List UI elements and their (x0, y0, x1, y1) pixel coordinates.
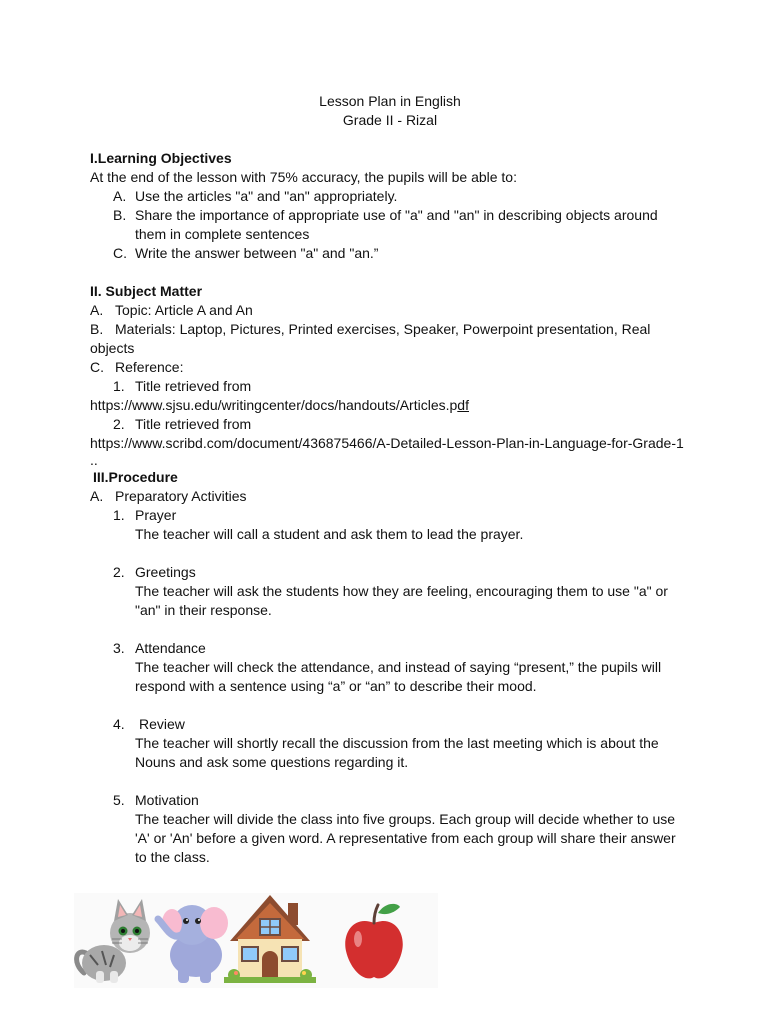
step-line: 'A' or 'An' before a given word. A representative from each group will share their answer (135, 830, 676, 846)
list-text: Write the answer between "a" and "an.” (135, 245, 379, 261)
motivation-pictures (74, 893, 438, 988)
list-item (90, 187, 690, 206)
step-item (90, 715, 690, 734)
document-subtitle: Grade II - Rizal (342, 112, 438, 128)
list-marker: C. (90, 359, 104, 375)
step-line: to the class. (135, 849, 210, 865)
list-item (90, 358, 690, 377)
subject-heading: II. Subject Matter (90, 283, 203, 299)
list-marker: 4. (113, 716, 125, 732)
step-line: "an" in their response. (135, 602, 272, 618)
reference-label: Title retrieved from (135, 416, 252, 432)
step-item (90, 506, 690, 525)
procedure-heading: III.Procedure (93, 469, 178, 485)
step-title: Greetings (135, 564, 196, 580)
objectives-heading: I.Learning Objectives (90, 150, 232, 166)
step-title: Motivation (135, 792, 199, 808)
step-line: The teacher will call a student and ask them to lead the prayer. (135, 526, 524, 542)
reference-url[interactable] (90, 434, 690, 453)
list-text-continued: them in complete sentences (135, 226, 310, 242)
list-marker: 3. (113, 640, 125, 656)
step-item (90, 563, 690, 582)
lesson-plan-document (90, 92, 690, 867)
list-text: Share the importance of appropriate use of "a" and "an" in describing objects around (135, 207, 658, 223)
list-marker: 2. (113, 564, 125, 580)
list-marker: 5. (113, 792, 125, 808)
list-marker: A. (90, 302, 104, 318)
step-line: The teacher will ask the students how they are feeling, encouraging them to use "a" or (135, 583, 668, 599)
step-line: respond with a sentence using “a” or “an” to describe their mood. (135, 678, 537, 694)
materials-text: Materials: Laptop, Pictures, Printed exercises, Speaker, Powerpoint presentation, Real (115, 321, 651, 337)
reference-text: Reference: (115, 359, 184, 375)
reference-label: Title retrieved from (135, 378, 252, 394)
objectives-intro: At the end of the lesson with 75% accuracy, the pupils will be able to: (90, 169, 517, 185)
list-marker: 2. (113, 416, 125, 432)
list-item (90, 244, 690, 263)
document-title: Lesson Plan in English (319, 93, 461, 109)
step-line: The teacher will divide the class into five groups. Each group will decide whether to use (135, 811, 676, 827)
list-item (90, 377, 690, 396)
list-marker: B. (90, 321, 104, 337)
list-text: Use the articles "a" and "an" appropriately. (135, 188, 398, 204)
list-marker: A. (113, 188, 127, 204)
materials-text-continued: objects (90, 340, 135, 356)
step-title: Attendance (135, 640, 206, 656)
reference-url-tail[interactable]: .. (90, 452, 98, 468)
step-line: The teacher will check the attendance, and instead of saying “present,” the pupils will (135, 659, 662, 675)
section-title: Preparatory Activities (115, 488, 247, 504)
topic-text: Topic: Article A and An (115, 302, 253, 318)
list-item (90, 301, 690, 320)
step-item (90, 791, 690, 810)
step-item (90, 639, 690, 658)
step-title: Review (139, 716, 185, 732)
list-marker: B. (113, 207, 127, 223)
reference-url-text[interactable]: https://www.sjsu.edu/writingcenter/docs/handouts/Articles.p (90, 397, 458, 413)
list-item (90, 320, 690, 339)
list-marker: C. (113, 245, 127, 261)
list-marker: 1. (113, 378, 125, 394)
step-title: Prayer (135, 507, 177, 523)
list-item (90, 487, 690, 506)
reference-url-text[interactable]: https://www.scribd.com/document/436875466/A-Detailed-Lesson-Plan-in-Language-for-Grade-1 (90, 435, 684, 451)
reference-url[interactable] (90, 396, 690, 415)
list-marker: A. (90, 488, 104, 504)
reference-url-tail[interactable]: df (457, 397, 469, 413)
list-item (90, 206, 690, 225)
list-item (90, 415, 690, 434)
list-marker: 1. (113, 507, 125, 523)
step-line: The teacher will shortly recall the discussion from the last meeting which is about the (135, 735, 659, 751)
step-line: Nouns and ask some questions regarding it. (135, 754, 409, 770)
